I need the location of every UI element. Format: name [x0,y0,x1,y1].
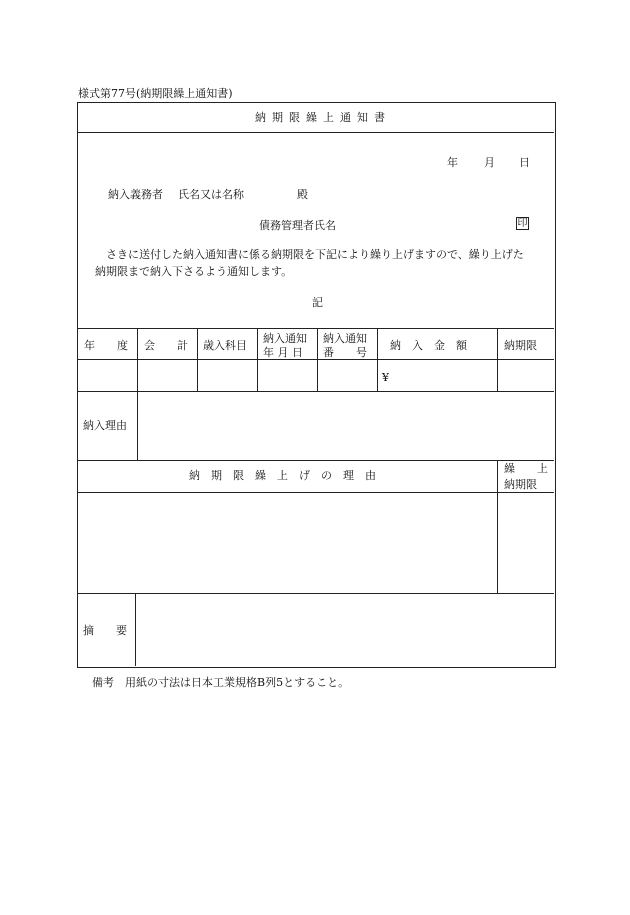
header-due: 納期限 [504,339,537,352]
header-kaikei: 会 計 [144,339,188,352]
advance-divider [497,460,498,593]
header-notice-date-2: 年 月 日 [263,346,303,359]
ki-mark: 記 [312,296,323,309]
rule-table-top [78,328,554,329]
remarks-divider [135,593,136,666]
document-title: 納期限繰上通知書 [255,111,391,124]
rule-advance-body-bottom [78,593,554,594]
col-divider-1 [137,328,138,391]
date-day: 日 [519,156,530,169]
rule-reason-bottom [78,460,554,461]
form-frame [77,102,556,668]
seal-mark: 印 [517,218,528,229]
advance-reason-header: 納 期 限 繰 上 げ の 理 由 [189,469,376,482]
manager-label: 債務管理者氏名 [259,219,336,232]
header-notice-no-1: 納入通知 [323,332,367,345]
reason-divider [137,391,138,460]
header-kamoku: 歳入科目 [203,339,247,352]
header-amount: 納 入 金 額 [390,339,467,352]
header-nendo: 年 度 [84,339,128,352]
advanced-due-1: 繰 上 [504,462,548,475]
obligor-label: 納入義務者 [108,188,163,201]
date-month: 月 [484,156,495,169]
header-notice-date-1: 納入通知 [263,332,307,345]
rule-values-bottom [78,391,554,392]
obligor-honorific: 殿 [297,188,308,201]
footnote: 備考 用紙の寸法は日本工業規格B列5とすること。 [92,676,350,689]
col-divider-6 [497,328,498,391]
obligor-name-label: 氏名又は名称 [178,188,244,201]
rule-title [78,132,554,133]
remarks-label: 摘 要 [83,624,127,637]
rule-header-bottom [78,359,554,360]
col-divider-4 [317,328,318,391]
header-notice-no-2: 番 号 [323,346,367,359]
date-year: 年 [447,156,458,169]
body-line-2: 納期限まで納入下さるよう通知します。 [95,265,293,278]
form-number: 様式第77号(納期限繰上通知書) [78,87,233,100]
col-divider-2 [197,328,198,391]
advanced-due-2: 納期限 [504,478,537,491]
body-line-1: さきに送付した納入通知書に係る納期限を下記により繰り上げますので、繰り上げた [106,248,524,261]
reason-label: 納入理由 [83,419,127,432]
rule-advance-header-bottom [78,492,554,493]
col-divider-3 [257,328,258,391]
yen-symbol: ¥ [382,371,389,384]
col-divider-5 [377,328,378,391]
